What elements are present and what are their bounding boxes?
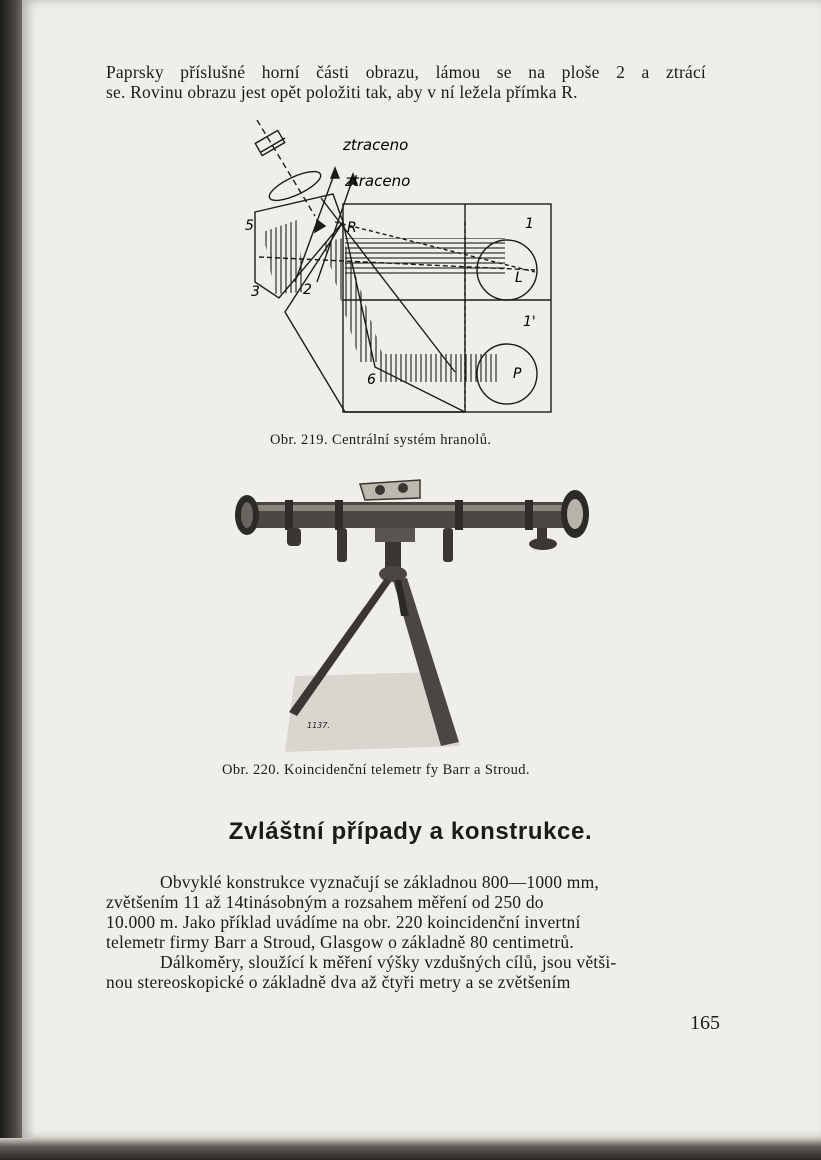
label-2: 2 <box>303 282 312 298</box>
page-bottom-edge <box>0 1138 821 1160</box>
figure-220-rangefinder-image <box>225 476 595 758</box>
paragraph-line-1: Obvyklé konstrukce vyznačují se základnou 800—1000 mm, <box>160 872 599 892</box>
figure-219-caption: Obr. 219. Centrální systém hranolů. <box>270 432 492 448</box>
section-paragraph <box>106 872 726 992</box>
objective-lens <box>266 166 324 206</box>
figure-219-prism-diagram <box>225 112 565 422</box>
paragraph-line-4: telemetr firmy Barr a Stroud, Glasgow o základně 80 centimetrů. <box>106 932 574 952</box>
top-paragraph-line-2: se. Rovinu obrazu jest opět položiti tak, aby v ní ležela přímka R. <box>106 82 578 102</box>
label-3: 3 <box>251 284 260 300</box>
label-p: P <box>513 366 522 382</box>
label-lost-upper: ztraceno <box>343 136 409 154</box>
rangefinder-eyepiece <box>360 480 420 500</box>
top-paragraph-line-1: Paprsky příslušné horní části obrazu, lámou se na ploše 2 a ztrácí <box>106 62 706 82</box>
label-5: 5 <box>245 218 254 234</box>
label-lost-lower: ztraceno <box>345 172 411 190</box>
label-r: R <box>347 220 357 236</box>
paragraph-line-5: Dálkoměry, sloužící k měření výšky vzdušných cílů, jsou větši- <box>160 952 617 972</box>
paragraph-line-3: 10.000 m. Jako příklad uvádíme na obr. 220 koincidenční invertní <box>106 912 581 932</box>
page-number: 165 <box>690 1012 720 1034</box>
label-l: L <box>515 270 523 286</box>
label-6: 6 <box>367 372 376 388</box>
top-paragraph <box>106 62 706 102</box>
eyepiece-small <box>255 130 285 155</box>
paragraph-line-2: zvětšením 11 až 14tinásobným a rozsahem měření od 250 do <box>106 892 544 912</box>
paragraph-line-6: nou stereoskopické o základně dva až čtyři metry a se zvětšením <box>106 972 571 992</box>
section-heading: Zvláštní případy a konstrukce. <box>228 818 593 845</box>
label-1: 1 <box>525 216 534 232</box>
plate-number: 1137. <box>307 721 330 730</box>
label-1-prime: 1' <box>523 314 536 330</box>
figure-220-caption: Obr. 220. Koincidenční telemetr fy Barr a Stroud. <box>222 762 530 778</box>
